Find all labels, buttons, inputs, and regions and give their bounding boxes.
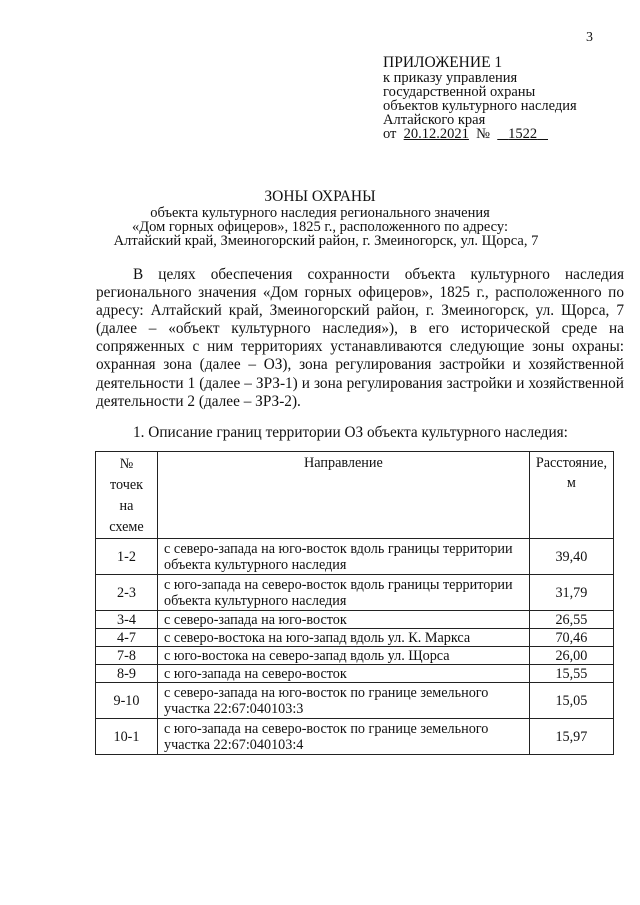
cell-points: 3-4	[96, 611, 158, 629]
order-prefix: от	[383, 126, 397, 142]
cell-distance: 15,55	[529, 665, 613, 683]
header-distance: Расстояние, м	[529, 452, 613, 539]
order-line	[383, 127, 577, 141]
cell-distance: 15,05	[529, 683, 613, 719]
intro-text: В целях обеспечения сохранности объекта культурного наследия регионального значения «Дом горных офицеров», 1825 г., расположенного по адресу: Алтайский край, Змеиногорский район, г. Змеиногорск, ул. Щорса, 7 (далее – «объект культурного наследия»), в его исторической среде на сопряженных с ним территориях устанавливаются следующие зоны охраны: охранная зона (далее – ОЗ), зона регулирования застройки и хозяйственной деятельности 1 (далее – ЗРЗ-1) и зона регулирования застройки и хозяйственной деятельности 2 (далее – ЗРЗ-2).	[96, 266, 624, 410]
appendix-line: государственной охраны	[383, 84, 536, 100]
table-row	[96, 629, 614, 647]
heading-line-3: Алтайский край, Змеиногорский район, г. Змеиногорск, ул. Щорса, 7	[113, 233, 539, 249]
cell-points: 10-1	[96, 719, 158, 755]
section-title: 1. Описание границ территории ОЗ объекта культурного наследия:	[133, 424, 568, 441]
appendix-block	[383, 56, 577, 141]
cell-direction: с северо-запада на юго-восток по границе земельного участка 22:67:040103:3	[158, 683, 530, 719]
appendix-line: объектов культурного наследия	[383, 98, 577, 114]
heading-title: ЗОНЫ ОХРАНЫ	[264, 188, 376, 205]
cell-direction: с северо-запада на юго-восток	[158, 611, 530, 629]
cell-distance: 70,46	[529, 629, 613, 647]
cell-direction: с юго-запада на северо-восток вдоль границы территории объекта культурного наследия	[158, 575, 530, 611]
cell-distance: 31,79	[529, 575, 613, 611]
cell-distance: 15,97	[529, 719, 613, 755]
table-row	[96, 611, 614, 629]
boundary-table	[95, 451, 614, 755]
heading-line-2: «Дом горных офицеров», 1825 г., расположенного по адресу:	[131, 219, 509, 235]
cell-direction: с северо-востока на юго-запад вдоль ул. К. Маркса	[158, 629, 530, 647]
appendix-title: ПРИЛОЖЕНИЕ 1	[383, 54, 503, 71]
table-row	[96, 665, 614, 683]
cell-points: 1-2	[96, 539, 158, 575]
cell-direction: с юго-запада на северо-восток	[158, 665, 530, 683]
table-header-row	[96, 452, 614, 539]
document-heading	[0, 190, 640, 248]
cell-distance: 39,40	[529, 539, 613, 575]
table-row	[96, 719, 614, 755]
table-row	[96, 647, 614, 665]
table-row	[96, 683, 614, 719]
heading-line-1: объекта культурного наследия регионального значения	[150, 205, 490, 221]
cell-points: 8-9	[96, 665, 158, 683]
header-direction: Направление	[158, 452, 530, 539]
cell-points: 9-10	[96, 683, 158, 719]
cell-points: 4-7	[96, 629, 158, 647]
order-number: 1522	[508, 126, 538, 142]
appendix-line: Алтайского края	[383, 112, 486, 128]
header-points: № точек на схеме	[96, 452, 158, 539]
order-date: 20.12.2021	[403, 126, 469, 142]
cell-points: 7-8	[96, 647, 158, 665]
intro-paragraph	[96, 266, 624, 411]
table-row	[96, 575, 614, 611]
cell-points: 2-3	[96, 575, 158, 611]
cell-distance: 26,55	[529, 611, 613, 629]
cell-direction: с юго-востока на северо-запад вдоль ул. Щорса	[158, 647, 530, 665]
page-number: 3	[586, 30, 593, 45]
cell-direction: с юго-запада на северо-восток по границе земельного участка 22:67:040103:4	[158, 719, 530, 755]
table-row	[96, 539, 614, 575]
order-number-sign: №	[476, 126, 490, 142]
cell-direction: с северо-запада на юго-восток вдоль границы территории объекта культурного наследия	[158, 539, 530, 575]
cell-distance: 26,00	[529, 647, 613, 665]
appendix-line: к приказу управления	[383, 70, 518, 86]
